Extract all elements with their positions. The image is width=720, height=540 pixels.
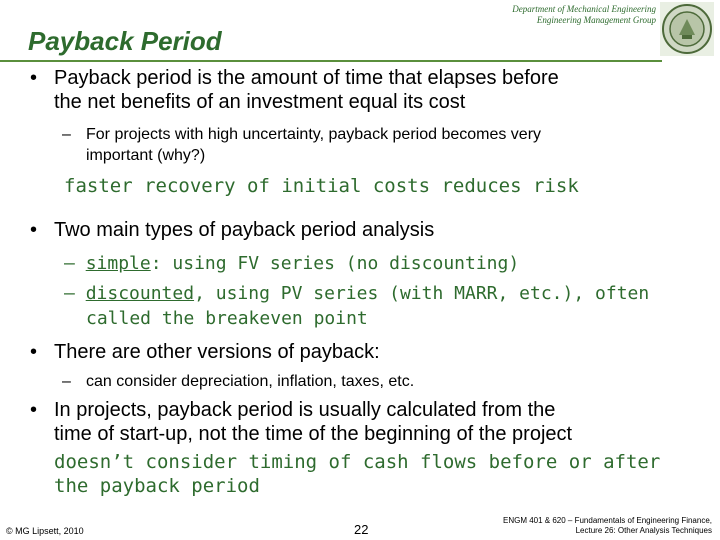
course-info: ENGM 401 & 620 – Fundamentals of Engineering Finance, Lecture 26: Other Analysis Techniques <box>502 516 712 535</box>
page-number: 22 <box>354 522 369 537</box>
dash-marker: – <box>62 126 71 143</box>
university-seal-icon <box>660 2 714 56</box>
type-discounted-cont: called the breakeven point <box>86 308 368 329</box>
bullet-text: Payback period is the amount of time that elapses before the net benefits of an investment equal its cost <box>54 67 559 113</box>
slide-title: Payback Period <box>28 26 222 56</box>
bullet-dot: • <box>30 67 38 89</box>
title-divider <box>0 60 662 62</box>
copyright: © MG Lipsett, 2010 <box>6 526 84 536</box>
answer-text: faster recovery of initial costs reduces risk <box>64 175 579 197</box>
department-header <box>436 4 656 26</box>
timing-note: doesn’t consider timing of cash flows before or after the payback period <box>54 451 661 497</box>
group-name: Engineering Management Group <box>536 15 656 25</box>
type-discounted: – discounted, using PV series (with MARR, etc.), often <box>64 283 650 304</box>
type-simple: – simple: using FV series (no discounting) <box>64 253 520 274</box>
department-name: Department of Mechanical Engineering <box>512 4 656 14</box>
